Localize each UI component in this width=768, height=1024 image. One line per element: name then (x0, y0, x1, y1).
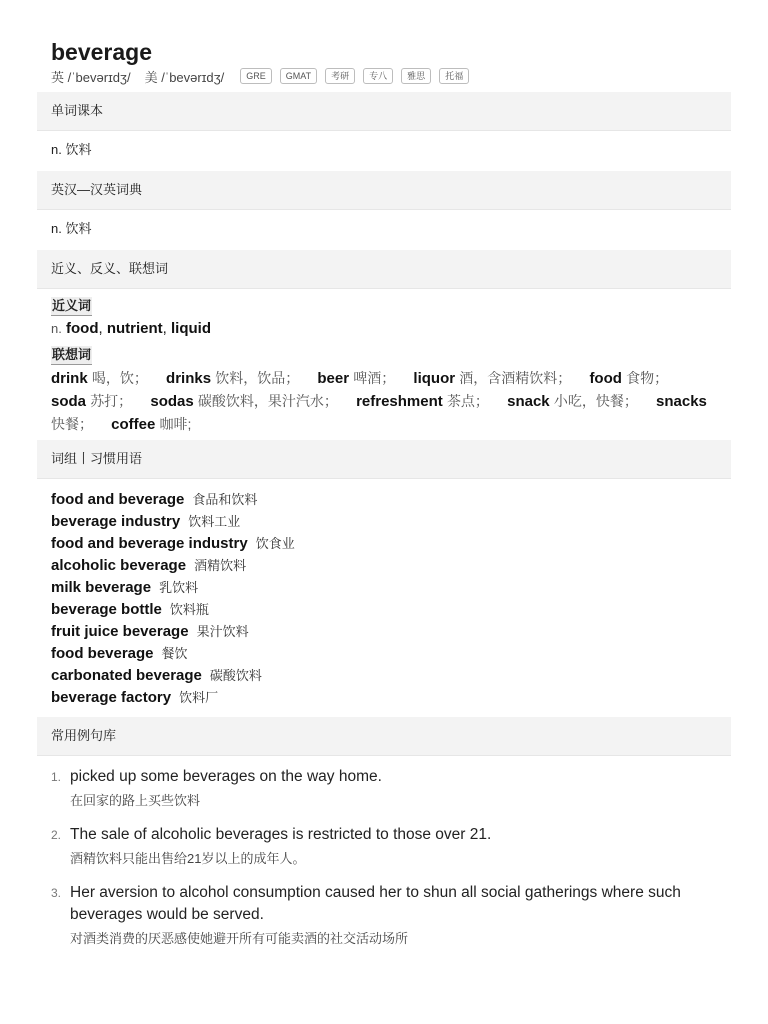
association-word[interactable]: drinks (166, 370, 212, 387)
phrase-item (51, 511, 717, 533)
example-body (70, 882, 717, 950)
example-item (51, 766, 717, 812)
section-header-dictionary: 英汉—汉英词典 (37, 171, 731, 210)
phrase-cn: 饮料工业 (188, 514, 241, 529)
synonyms-pos: n. (51, 321, 62, 336)
associations-list (51, 367, 717, 436)
example-cn: 在回家的路上买些饮料 (70, 793, 201, 808)
association-meaning: 咖啡; (159, 416, 192, 432)
association-word[interactable]: sodas (150, 393, 194, 410)
association-meaning: 茶点； (446, 393, 489, 409)
associations-label: 联想词 (51, 346, 92, 365)
association-word[interactable]: refreshment (356, 393, 443, 410)
phrase-en[interactable]: food and beverage (51, 491, 185, 508)
association-meaning: 啤酒； (353, 370, 396, 386)
example-en: picked up some beverages on the way home. (70, 768, 382, 785)
phrase-cn: 酒精饮料 (194, 558, 247, 573)
examples-list (37, 756, 731, 950)
association-item (507, 393, 638, 410)
example-en: Her aversion to alcohol consumption caused her to shun all social gatherings where such beverages would be served. (70, 884, 681, 923)
association-word[interactable]: soda (51, 393, 87, 410)
exam-tag: 专八 (363, 68, 393, 84)
phrase-item (51, 621, 717, 643)
section-header-wordbook: 单词课本 (37, 92, 731, 131)
association-word[interactable]: snack (507, 393, 550, 410)
example-body (70, 766, 382, 812)
exam-tag: 考研 (325, 68, 355, 84)
example-number: 2. (51, 828, 62, 842)
phrase-item (51, 489, 717, 511)
association-item (51, 393, 132, 410)
example-cn: 对酒类消费的厌恶感使她避开所有可能卖酒的社交活动场所 (70, 931, 409, 946)
section-header-examples: 常用例句库 (37, 717, 731, 756)
exam-tag: 雅思 (401, 68, 431, 84)
related-words (37, 289, 731, 440)
association-meaning: 饮料，饮品； (215, 370, 300, 386)
association-meaning: 食物； (626, 370, 669, 386)
synonym-word[interactable]: liquid (171, 320, 212, 337)
phrases-list (37, 479, 731, 717)
wordbook-definition: n. 饮料 (51, 142, 92, 157)
phrase-item (51, 555, 717, 577)
phrase-en[interactable]: food beverage (51, 645, 154, 662)
phrase-item (51, 577, 717, 599)
example-number: 3. (51, 886, 62, 900)
phrase-en[interactable]: beverage bottle (51, 601, 162, 618)
phrase-en[interactable]: beverage industry (51, 513, 181, 530)
example-number: 1. (51, 770, 62, 784)
phrase-cn: 食品和饮料 (192, 492, 258, 507)
association-word[interactable]: beer (317, 370, 350, 387)
phrase-en[interactable]: carbonated beverage (51, 667, 202, 684)
association-word[interactable]: snacks (656, 393, 707, 410)
phrase-en[interactable]: milk beverage (51, 579, 152, 596)
phrase-en[interactable]: beverage factory (51, 689, 172, 706)
phrase-en[interactable]: fruit juice beverage (51, 623, 189, 640)
headword: beverage (51, 39, 153, 65)
phrase-en[interactable]: alcoholic beverage (51, 557, 187, 574)
dictionary-definition: n. 饮料 (51, 221, 92, 236)
phrase-cn: 饮料瓶 (169, 602, 209, 617)
dictionary-page (37, 0, 731, 950)
section-header-phrases: 词组丨习惯用语 (37, 440, 731, 479)
association-item (317, 370, 395, 387)
exam-tag: GMAT (280, 68, 317, 84)
exam-tags (240, 68, 469, 84)
phrase-item (51, 643, 717, 665)
phrase-cn: 饮食业 (255, 536, 295, 551)
synonym-word[interactable]: nutrient (106, 320, 163, 337)
phrase-cn: 乳饮料 (159, 580, 199, 595)
association-item (166, 370, 299, 387)
synonym-word[interactable]: food (66, 320, 99, 337)
synonyms-label: 近义词 (51, 297, 92, 316)
phrase-item (51, 687, 717, 709)
phrase-item (51, 533, 717, 555)
association-word[interactable]: liquor (413, 370, 456, 387)
association-item (589, 370, 668, 387)
phrase-cn: 餐饮 (161, 646, 188, 661)
association-meaning: 酒，含酒精饮料； (459, 370, 572, 386)
association-meaning: 喝，饮； (91, 370, 148, 386)
association-word[interactable]: coffee (111, 416, 156, 433)
association-item (356, 393, 489, 410)
phrase-item (51, 665, 717, 687)
phrase-cn: 饮料厂 (179, 690, 219, 705)
association-meaning: 苏打； (90, 393, 133, 409)
phrase-item (51, 599, 717, 621)
association-meaning: 小吃，快餐； (553, 393, 638, 409)
association-word[interactable]: drink (51, 370, 88, 387)
example-item (51, 882, 717, 950)
synonyms-line: n. food, nutrient, liquid (51, 320, 212, 337)
us-phonetic: 美 /ˈbevərɪdʒ/ (144, 69, 225, 85)
phrase-en[interactable]: food and beverage industry (51, 535, 248, 552)
association-meaning: 碳酸饮料，果汁汽水； (197, 393, 338, 409)
section-header-related: 近义、反义、联想词 (37, 250, 731, 289)
association-item (51, 370, 148, 387)
phonetics-row (51, 66, 731, 86)
association-item (111, 416, 191, 433)
association-item (150, 393, 338, 410)
example-cn: 酒精饮料只能出售给21岁以上的成年人。 (70, 851, 306, 866)
uk-phonetic: 英 /ˈbevərɪdʒ/ (51, 69, 131, 85)
example-body (70, 824, 491, 870)
phrase-cn: 碳酸饮料 (209, 668, 262, 683)
association-meaning: 快餐； (51, 416, 93, 432)
exam-tag: 托福 (439, 68, 469, 84)
association-word[interactable]: food (589, 370, 622, 387)
exam-tag: GRE (240, 68, 272, 84)
phrase-cn: 果汁饮料 (196, 624, 249, 639)
association-item (413, 370, 571, 387)
example-en: The sale of alcoholic beverages is restricted to those over 21. (70, 826, 492, 843)
example-item (51, 824, 717, 870)
